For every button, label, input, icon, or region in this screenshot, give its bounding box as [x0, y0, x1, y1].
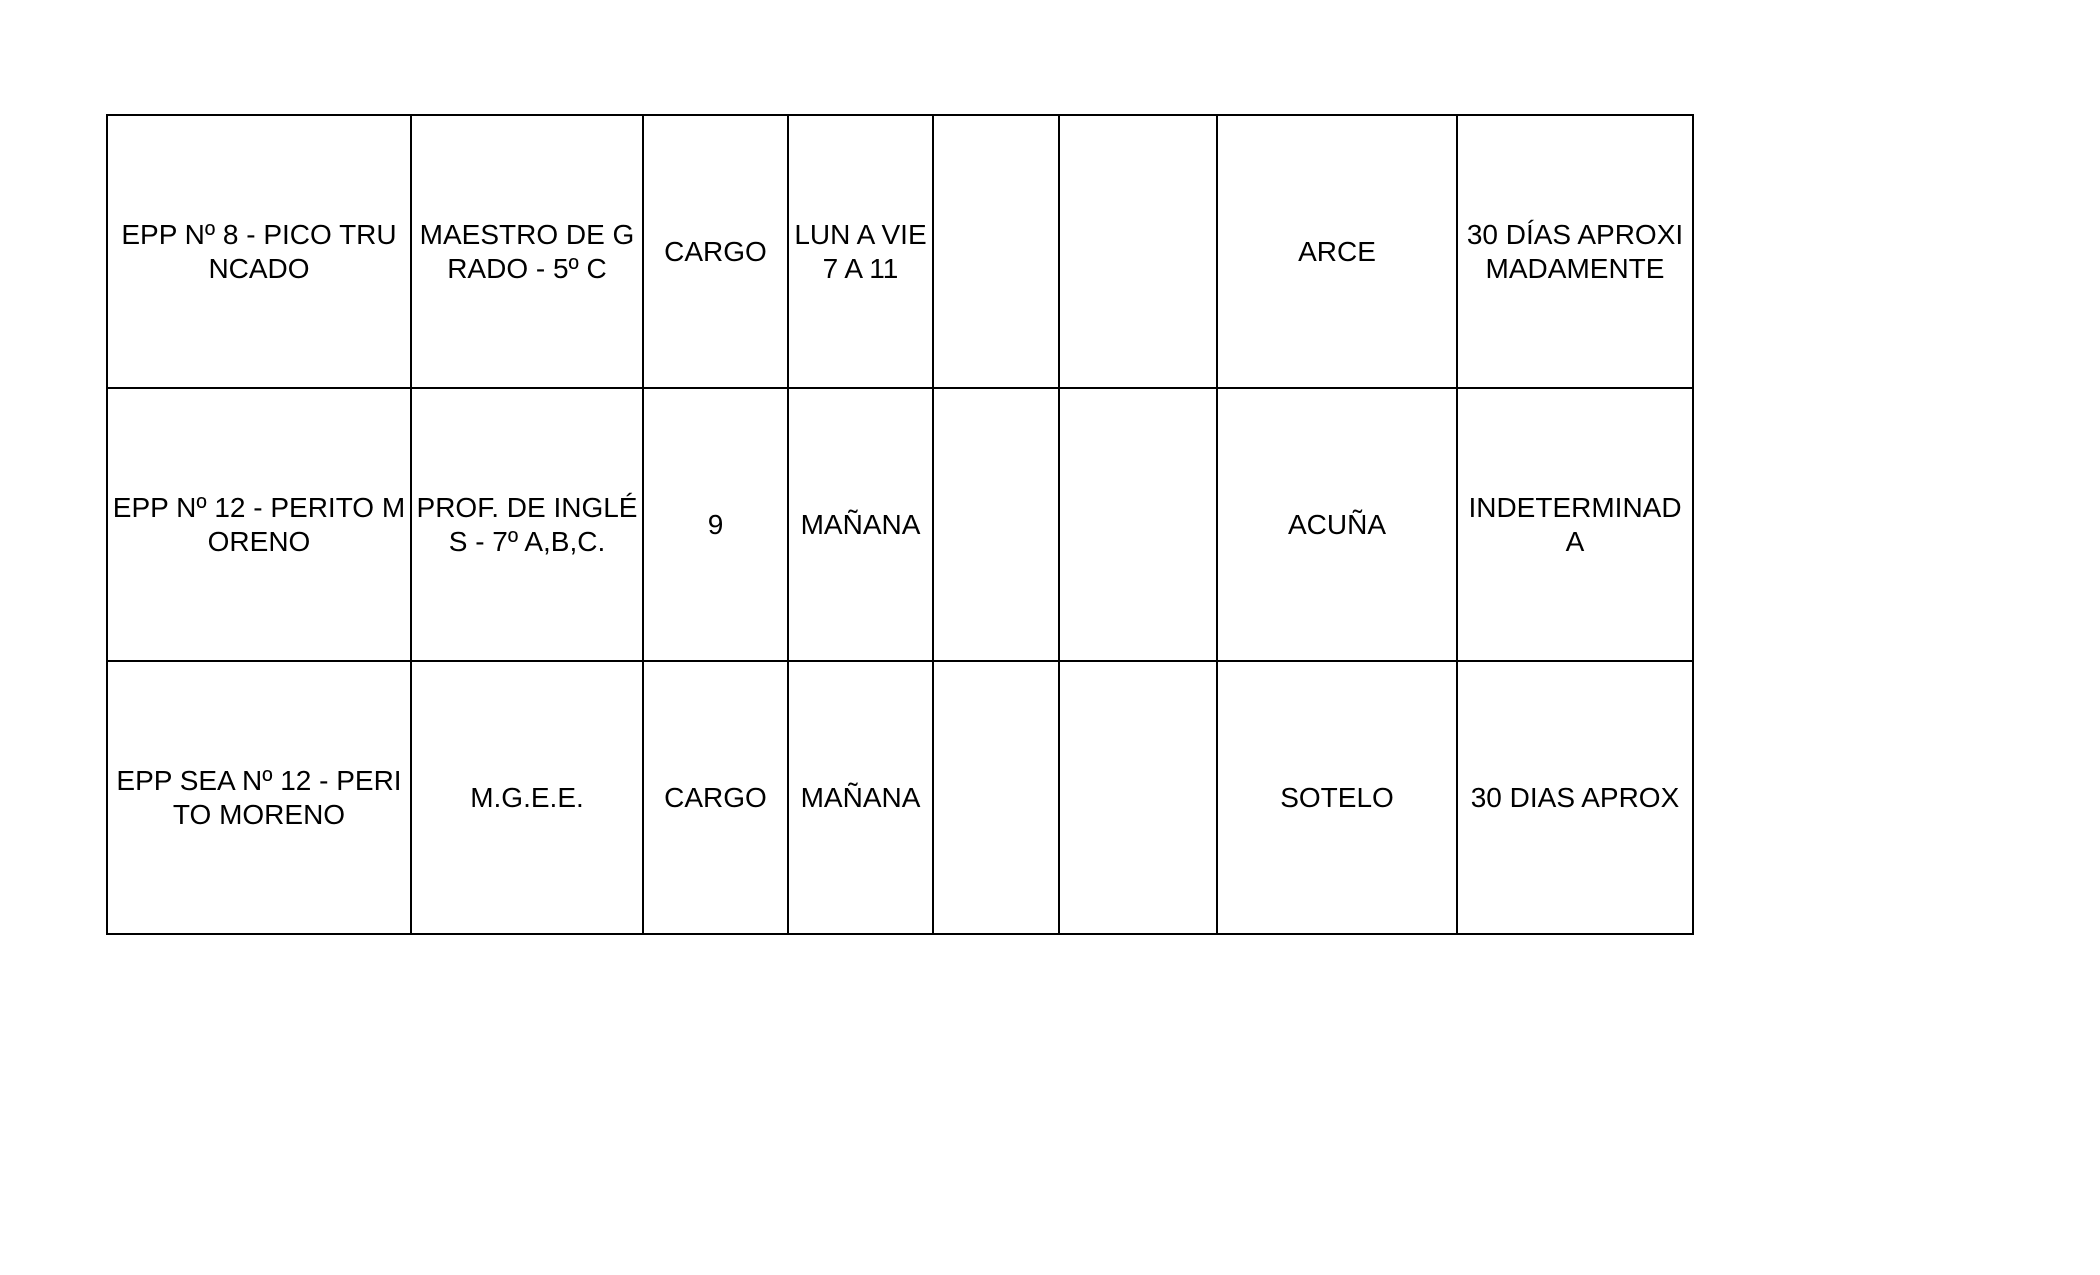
- duration-cell: INDETERMINADA: [1457, 388, 1693, 661]
- hours-cell: 9: [643, 388, 788, 661]
- school-cell: EPP SEA Nº 12 - PERITO MORENO: [107, 661, 411, 934]
- table-row: [107, 661, 1693, 934]
- empty-cell: [933, 661, 1059, 934]
- empty-cell: [1059, 388, 1217, 661]
- surname-cell: ACUÑA: [1217, 388, 1457, 661]
- school-cell: EPP Nº 12 - PERITO MORENO: [107, 388, 411, 661]
- position-cell: PROF. DE INGLÉS - 7º A,B,C.: [411, 388, 643, 661]
- hours-cell: CARGO: [643, 661, 788, 934]
- data-table: [106, 114, 1694, 935]
- schedule-cell: MAÑANA: [788, 388, 933, 661]
- empty-cell: [933, 115, 1059, 388]
- duration-cell: 30 DÍAS APROXIMADAMENTE: [1457, 115, 1693, 388]
- table-row: [107, 388, 1693, 661]
- empty-cell: [1059, 115, 1217, 388]
- surname-cell: SOTELO: [1217, 661, 1457, 934]
- duration-cell: 30 DIAS APROX: [1457, 661, 1693, 934]
- table-row: [107, 115, 1693, 388]
- schedule-cell: LUN A VIE 7 A 11: [788, 115, 933, 388]
- empty-cell: [933, 388, 1059, 661]
- hours-cell: CARGO: [643, 115, 788, 388]
- school-cell: EPP Nº 8 - PICO TRUNCADO: [107, 115, 411, 388]
- position-cell: M.G.E.E.: [411, 661, 643, 934]
- position-cell: MAESTRO DE GRADO - 5º C: [411, 115, 643, 388]
- surname-cell: ARCE: [1217, 115, 1457, 388]
- empty-cell: [1059, 661, 1217, 934]
- schedule-cell: MAÑANA: [788, 661, 933, 934]
